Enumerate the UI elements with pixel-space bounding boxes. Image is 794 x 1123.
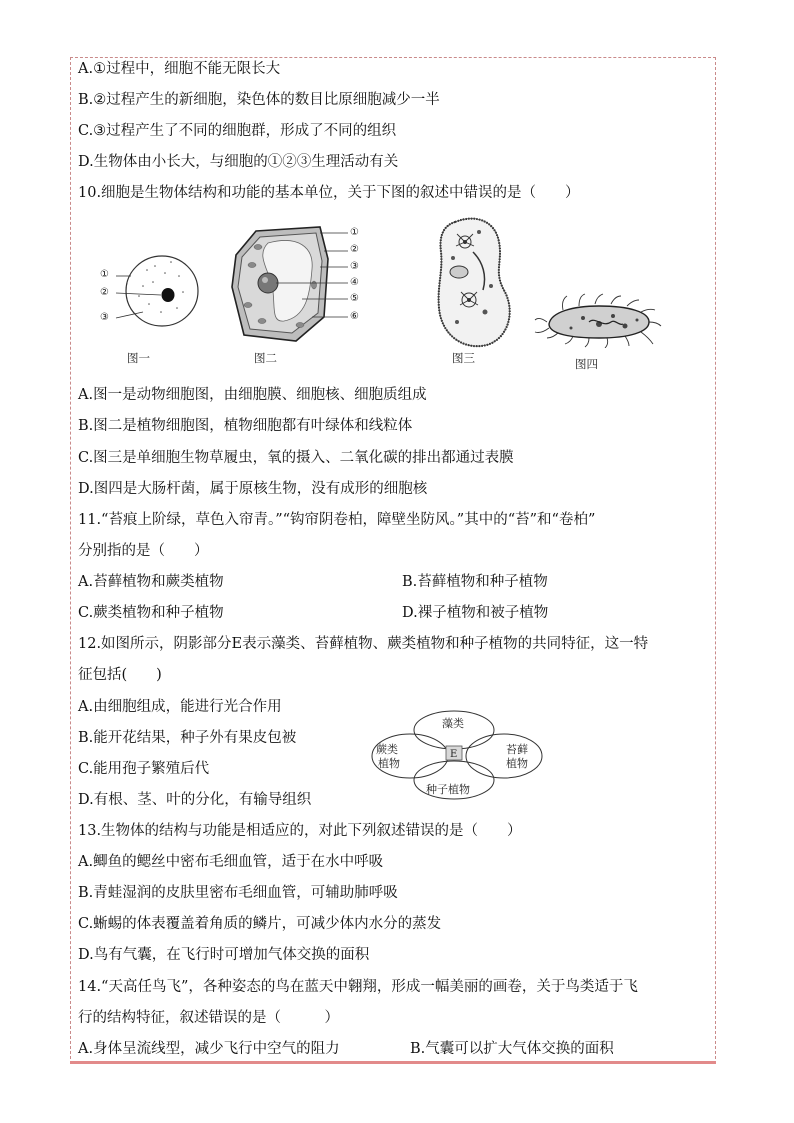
q9-option-a[interactable]: A.①过程中，细胞不能无限长大 bbox=[78, 61, 281, 77]
q10-stem: 10.细胞是生物体结构和功能的基本单位，关于下图的叙述中错误的是（ ） bbox=[78, 185, 580, 201]
q14-option-b[interactable]: B.气囊可以扩大气体交换的面积 bbox=[410, 1041, 614, 1057]
figure-3-caption: 图三 bbox=[452, 351, 475, 365]
q14-option-a[interactable]: A.身体呈流线型，减少飞行中空气的阻力 bbox=[78, 1041, 340, 1057]
q9-option-d[interactable]: D.生物体由小长大，与细胞的①②③生理活动有关 bbox=[78, 154, 399, 170]
venn-label-fern-2: 植物 bbox=[378, 757, 400, 770]
q11-option-d[interactable]: D.裸子植物和被子植物 bbox=[402, 605, 549, 621]
q10-option-b[interactable]: B.图二是植物细胞图，植物细胞都有叶绿体和线粒体 bbox=[78, 418, 413, 434]
figure-2-caption: 图二 bbox=[254, 351, 277, 365]
venn-label-algae: 藻类 bbox=[442, 717, 464, 730]
fig2-label-2: ② bbox=[350, 244, 359, 255]
fig1-label-1: ① bbox=[100, 269, 109, 280]
fig1-label-2: ② bbox=[100, 287, 109, 298]
fig1-label-3: ③ bbox=[100, 312, 109, 323]
q11-option-a[interactable]: A.苔藓植物和蕨类植物 bbox=[78, 574, 224, 590]
figure-3-paramecium bbox=[425, 212, 525, 352]
q12-option-a[interactable]: A.由细胞组成，能进行光合作用 bbox=[78, 699, 282, 715]
q11-stem-line-2: 分别指的是（ ） bbox=[78, 543, 209, 559]
venn-label-fern-1: 蕨类 bbox=[376, 743, 398, 756]
venn-label-e: E bbox=[450, 749, 458, 760]
q10-option-a[interactable]: A.图一是动物细胞图，由细胞膜、细胞核、细胞质组成 bbox=[78, 387, 427, 403]
q13-option-d[interactable]: D.鸟有气囊，在飞行时可增加气体交换的面积 bbox=[78, 947, 370, 963]
q12-option-b[interactable]: B.能开花结果，种子外有果皮包被 bbox=[78, 730, 297, 746]
figure-1-caption: 图一 bbox=[127, 351, 150, 365]
q10-option-d[interactable]: D.图四是大肠杆菌，属于原核生物，没有成形的细胞核 bbox=[78, 481, 428, 497]
q13-option-b[interactable]: B.青蛙湿润的皮肤里密布毛细血管，可辅助肺呼吸 bbox=[78, 885, 398, 901]
q12-stem-line-2: 征包括( ) bbox=[78, 667, 162, 683]
bottom-rule bbox=[70, 1061, 716, 1064]
q11-option-c[interactable]: C.蕨类植物和种子植物 bbox=[78, 605, 224, 621]
q13-option-a[interactable]: A.鲫鱼的鳃丝中密布毛细血管，适于在水中呼吸 bbox=[78, 854, 384, 870]
q11-stem-line-1: 11.“苔痕上阶绿，草色入帘青。”“钩帘阴卷柏，障壁坐防风。”其中的“苔”和“卷柏” bbox=[78, 512, 596, 528]
q12-stem-line-1: 12.如图所示，阴影部分E表示藻类、苔藓植物、蕨类植物和种子植物的共同特征，这一特 bbox=[78, 636, 649, 652]
fig2-label-1: ① bbox=[350, 227, 359, 238]
fig2-label-6: ⑥ bbox=[350, 311, 359, 322]
fig2-label-4: ④ bbox=[350, 277, 359, 288]
venn-diagram bbox=[366, 706, 546, 802]
q14-stem-line-2: 行的结构特征，叙述错误的是（ ） bbox=[78, 1010, 339, 1026]
figure-4-caption: 图四 bbox=[575, 357, 598, 371]
figure-4-e-coli bbox=[533, 292, 665, 348]
venn-label-moss-1: 苔藓 bbox=[506, 743, 528, 756]
q10-option-c[interactable]: C.图三是单细胞生物草履虫，氧的摄入、二氧化碳的排出都通过表膜 bbox=[78, 450, 514, 466]
venn-label-moss-2: 植物 bbox=[506, 757, 528, 770]
q14-stem-line-1: 14.“天高任鸟飞”，各种姿态的鸟在蓝天中翱翔，形成一幅美丽的画卷，关于鸟类适于飞 bbox=[78, 979, 638, 995]
q9-option-b[interactable]: B.②过程产生的新细胞，染色体的数目比原细胞减少一半 bbox=[78, 92, 440, 108]
venn-label-seed-plants: 种子植物 bbox=[426, 783, 470, 796]
q12-option-c[interactable]: C.能用孢子繁殖后代 bbox=[78, 761, 210, 777]
q13-stem: 13.生物体的结构与功能是相适应的，对此下列叙述错误的是（ ） bbox=[78, 823, 522, 839]
q9-option-c[interactable]: C.③过程产生了不同的细胞群，形成了不同的组织 bbox=[78, 123, 397, 139]
fig2-label-5: ⑤ bbox=[350, 293, 359, 304]
q13-option-c[interactable]: C.蜥蜴的体表覆盖着角质的鳞片，可减少体内水分的蒸发 bbox=[78, 916, 442, 932]
q12-option-d[interactable]: D.有根、茎、叶的分化，有输导组织 bbox=[78, 792, 312, 808]
figure-1-animal-cell bbox=[95, 246, 205, 336]
fig2-label-3: ③ bbox=[350, 261, 359, 272]
q11-option-b[interactable]: B.苔藓植物和种子植物 bbox=[402, 574, 548, 590]
